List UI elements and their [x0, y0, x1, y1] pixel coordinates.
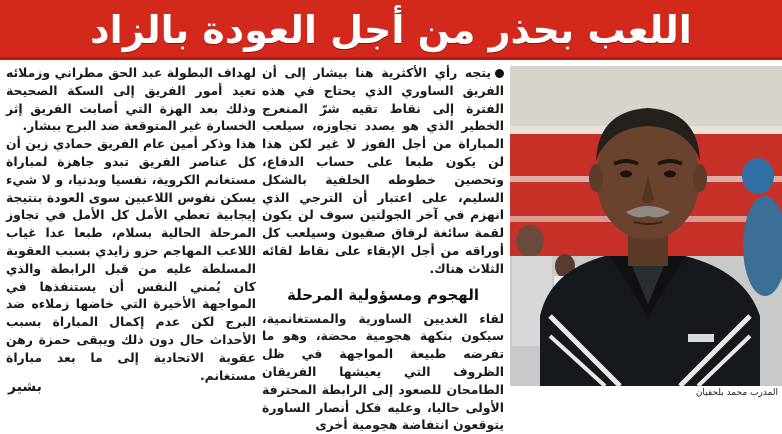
paragraph-text: يتجه رأي الأكثرية هنا بيشار إلى أن الفريق الساوري الذي يحتاج في هذه الفترة إلى نقاط تقيه شرّ المنعرج الخطير الذي هو بصدد تجاوزه، سيلعب المباراة من أجل الفوز لا غير لكن هذا لن يكون طبعا على حساب الدفاع، وتحصين خطوطه الخلفية بالشكل السليم، على اعتبار أن الترجي الذي انهزم في آخر الجولتين سوف لن يكون لقمة سائغة لرفاق صفيون وسيلعب كل أوراقه من أجل الإبقاء على نقاط لقائه الثلاث هناك.: [262, 65, 504, 276]
bullet-icon: [495, 69, 504, 78]
coach-photo: [510, 66, 782, 386]
section-subheading: الهجوم ومسؤولية المرحلة: [287, 285, 479, 304]
article-headline: اللعب بحذر من أجل العودة بالزاد: [90, 8, 692, 52]
photo-caption: المدرب محمد بلحفيان: [695, 388, 778, 398]
article-column-middle: [262, 64, 504, 434]
author-signature: بشير: [8, 379, 42, 395]
paragraph: [262, 64, 504, 278]
coach-photo-illustration: [510, 66, 782, 386]
paragraph: هذا وذكر أمين عام الفريق حمادي زين أن كل عناصر الفريق تبدو جاهزة لمباراة مستغانم الكروية، نفسيا وبدنيا، و لا شيء يسكن نفوس اللاعبين سوى العودة بنتيجة إيجابية تعطي الأمل كل الأمل في تجاوز المرحلة الحالية بسلام، طبعا عدا غياب اللاعب المهاجم حزو زايدي بسبب العقوبة المسلطة عليه من قبل الرابطة والذي كان يُمني النفس أن يستنفذها في المواجهة الأخيرة التي خاضها زملاءه ضد البرج لكن عدم إكمال المباراة بسبب الأحداث حال دون ذلك ويبقى حمزة رهن عقوبة الاتحادية إلى ما بعد مباراة مستغانم.: [6, 136, 256, 383]
paragraph: لهداف البطولة عبد الحق مطراني وزملائه تعيد أمور الفريق إلى السكة الصحيحة وذلك بعد الهزة التي أصابت الفريق إثر الخسارة غير المتوقعة ضد البرج ببشار.: [6, 65, 256, 134]
article-column-left: [6, 64, 256, 384]
paragraph: لقاء الغديين الساورية والمستغانمية، سيكون بنكهة هجومية محضة، وهو ما تفرضه طبيعة المواجهة في ظل الظروف التي يعيشها الفريقان الطامحان للصعود إلى الرابطة المحترفة الأولى حاليا، وعليه فكل أنصار الساورة يتوقعون انتفاضة هجومية أخرى: [262, 310, 504, 433]
